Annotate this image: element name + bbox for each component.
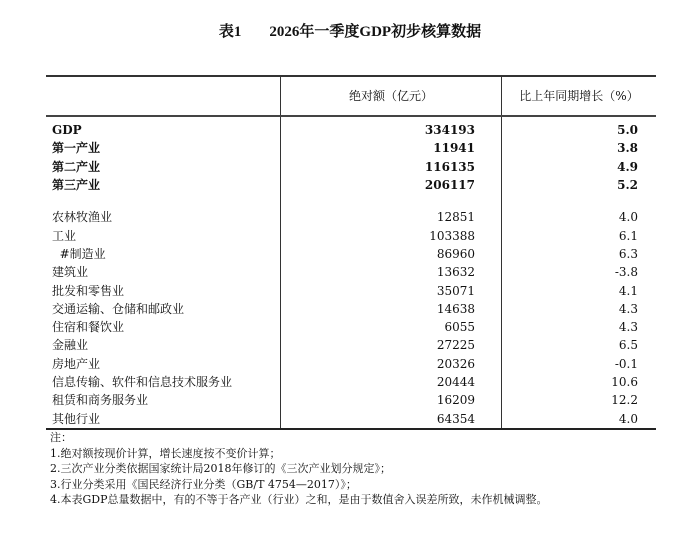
note-item: 2.三次产业分类依据国家统计局2018年修订的《三次产业划分规定》； — [50, 462, 391, 475]
note-label: 注： — [50, 431, 72, 444]
table-row — [46, 208, 656, 226]
table-title-text: 2026年一季度GDP初步核算数据 — [269, 24, 482, 40]
table-row — [46, 139, 656, 157]
row-value — [281, 194, 502, 208]
row-growth: 5.2 — [617, 178, 638, 193]
row-name — [46, 194, 281, 208]
table-row — [46, 116, 656, 139]
row-growth: 6.1 — [618, 228, 638, 243]
note-item: 1.绝对额按现价计算，增长速度按不变价计算； — [50, 446, 281, 460]
row-growth: 4.0 — [618, 210, 638, 225]
row-name: 信息传输、软件和信息技术服务业 — [52, 375, 233, 389]
row-value: 116135 — [281, 158, 502, 176]
table-header-row — [46, 76, 656, 116]
row-growth: 4.1 — [618, 283, 638, 298]
row-growth: 3.8 — [617, 141, 638, 156]
table-number: 表1 — [218, 24, 242, 40]
row-value: 64354 — [281, 409, 502, 428]
table-row — [46, 391, 656, 409]
header-growth: 比上年同期增长（%） — [502, 76, 657, 116]
table-row — [46, 409, 656, 428]
gdp-table — [46, 75, 656, 430]
row-value: 6055 — [281, 318, 502, 336]
row-name: 房地产业 — [52, 356, 101, 371]
row-name: 农林牧渔业 — [52, 210, 113, 225]
header-category — [46, 76, 281, 116]
row-value: 14638 — [281, 300, 502, 318]
row-growth: 12.2 — [611, 393, 638, 408]
table-title — [0, 20, 700, 41]
table-row — [46, 226, 656, 244]
row-value: 27225 — [281, 336, 502, 354]
row-growth: -0.1 — [614, 356, 638, 371]
row-value: 103388 — [281, 226, 502, 244]
row-growth: 4.0 — [502, 409, 657, 428]
row-name: 其他行业 — [46, 409, 281, 428]
note-item: 3.行业分类采用《国民经济行业分类（GB/T 4754—2017）》； — [50, 477, 357, 491]
row-growth: 10.6 — [611, 375, 638, 389]
row-value: 334193 — [281, 116, 502, 139]
notes — [50, 430, 548, 508]
table-row — [46, 158, 656, 176]
note-item: 4.本表GDP总量数据中，有的不等于各产业（行业）之和，是由于数值舍入误差所致，未作机械调整。 — [50, 493, 548, 506]
row-name: 第三产业 — [52, 178, 101, 193]
table-row — [46, 300, 656, 318]
row-name: 工业 — [52, 228, 77, 243]
row-name: 第一产业 — [52, 141, 101, 156]
row-value: 35071 — [281, 281, 502, 299]
row-growth: 6.5 — [618, 338, 638, 353]
table-row — [46, 245, 656, 263]
table-row — [46, 281, 656, 299]
table-row — [46, 373, 656, 391]
row-growth: -3.8 — [614, 265, 638, 280]
row-name: GDP — [52, 123, 82, 138]
row-value: 13632 — [281, 263, 502, 281]
row-name: 交通运输、仓储和邮政业 — [52, 301, 185, 316]
row-name: #制造业 — [52, 246, 106, 261]
row-value: 11941 — [281, 139, 502, 157]
row-value: 16209 — [281, 391, 502, 409]
row-value: 20326 — [281, 355, 502, 373]
table-row — [46, 263, 656, 281]
row-growth: 5.0 — [617, 123, 638, 138]
table-row — [46, 318, 656, 336]
row-growth — [502, 194, 657, 208]
header-absolute: 绝对额（亿元） — [281, 76, 502, 116]
row-name: 建筑业 — [52, 265, 89, 280]
row-growth: 4.3 — [618, 301, 638, 316]
row-name: 租赁和商务服务业 — [52, 393, 149, 408]
table-row — [46, 336, 656, 354]
row-growth: 6.3 — [618, 246, 638, 261]
row-name: 第二产业 — [52, 159, 101, 174]
row-value: 20444 — [281, 373, 502, 391]
table-row — [46, 355, 656, 373]
row-value: 86960 — [281, 245, 502, 263]
row-value: 206117 — [281, 176, 502, 194]
row-name: 批发和零售业 — [52, 283, 125, 298]
table-row — [46, 176, 656, 194]
row-value: 12851 — [281, 208, 502, 226]
row-name: 住宿和餐饮业 — [52, 320, 125, 335]
row-name: 金融业 — [52, 338, 89, 353]
row-growth: 4.9 — [617, 159, 638, 174]
row-growth: 4.3 — [618, 320, 638, 335]
table-row — [46, 194, 656, 208]
